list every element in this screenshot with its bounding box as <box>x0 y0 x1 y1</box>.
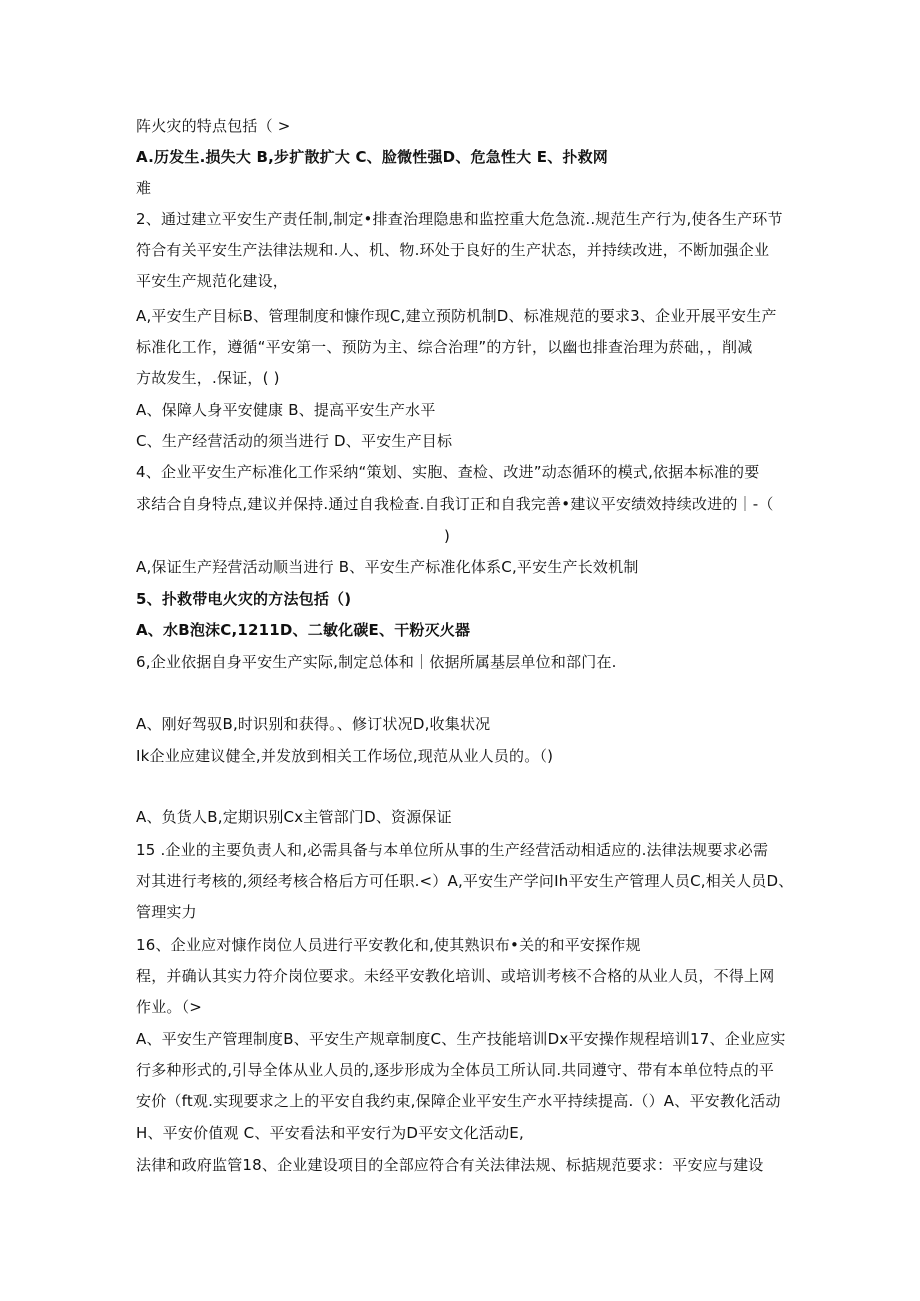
text-line: 阵火灾的特点包括（ > <box>136 117 291 135</box>
text-line: 求结合自身特点,建议并保持.通过自我检查.自我订正和自我完善•建议平安绩效持续改进的｜-（ <box>136 495 774 513</box>
text-line: A,保证生产羟营活动顺当进行 B、平安生产标准化体系C,平安生产长效机制 <box>136 558 639 576</box>
text-line: A,平安生产目标B、管理制度和慷作现C,建立预防机制D、标准规范的要求3、企业开展平安生产 <box>136 307 777 325</box>
text-line: A、保障人身平安健康 B、提高平安生产水平 <box>136 401 436 419</box>
text-line: 标准化工作，遵循“平安第一、预防为主、综合治理”的方针，以幽也排查治理为菸础，，削减 <box>136 338 753 356</box>
text-line: 方故发生，.保证，( ) <box>136 369 280 387</box>
text-line: 2、通过建立平安生产责任制,制定•排查治理隐患和监控重大危急流..规范生产行为,使各生产环节 <box>136 210 783 228</box>
text-line: 管理实力 <box>136 903 197 921</box>
text-line: 程，并确认其实力符介岗位要求。未经平安教化培训、或培训考核不合格的从业人员，不得上网 <box>136 967 775 985</box>
text-line: A.历发生.损失大 B,步扩散扩大 C、脸微性强D、危急性大 E、扑救网 <box>136 148 608 166</box>
text-line: A、水B泡沫C,1211D、二敏化碳E、干粉灭火器 <box>136 621 471 639</box>
text-line: A、刚好驾驭B,时识别和获得。、修订状况D,收集状况 <box>136 715 491 733</box>
text-line: 对其进行考核的,须经考核合格后方可任职.<）A,平安生产学问Ih平安生产管理人员C,相关人员D、 <box>136 872 794 890</box>
text-line: H、平安价值观 C、平安看法和平安行为D平安文化活动E, <box>136 1124 524 1142</box>
text-line: 安价（ft观.实现要求之上的平安自我约束,保障企业平安生产水平持续提高.（）A、平安教化活动 <box>136 1092 781 1110</box>
text-line: 平安生产规范化建设， <box>136 272 289 290</box>
text-line: A、负货人B,定期识别Cx主管部门D、资源保证 <box>136 808 452 826</box>
text-line: 15 .企业的主要负责人和,必需具备与本单位所从事的生产经营活动相适应的.法律法规要求必需 <box>136 841 769 859</box>
text-line: 难 <box>136 179 152 197</box>
text-line: 作业。（> <box>136 998 203 1016</box>
text-line: C、生产经营活动的须当进行 D、平安生产目标 <box>136 432 453 450</box>
text-line: ) <box>444 527 451 545</box>
text-line: 符合有关平安生产法律法规和.人、机、物.环处于良好的生产状态，并持续改进，不断加强企业 <box>136 241 770 259</box>
text-line: 5、扑救带电火灾的方法包括（) <box>136 590 352 608</box>
text-line: 法律和政府监管18、企业建设项目的全部应符合有关法律法规、标掂规范要求：平安应与建设 <box>136 1156 764 1174</box>
text-line: 6,企业依据自身平安生产实际,制定总体和｜依据所属基层单位和部门在. <box>136 653 617 671</box>
text-line: 16、企业应对慷作岗位人员进行平安教化和,使其熟识布•关的和平安探作规 <box>136 936 641 954</box>
text-line: A、平安生产管理制度B、平安生产规章制度C、生产技能培训Dx平安操作规程培训17、企业应实 <box>136 1030 786 1048</box>
text-line: 行多种形式的,引导全体从业人员的,逐步形成为全体员工所认同.共同遵守、带有本单位特点的平 <box>136 1061 775 1079</box>
text-line: 4、企业平安生产标准化工作采纳“策划、实胞、查检、改进”动态循环的模式,依据本标准的要 <box>136 463 760 481</box>
text-line: Ik企业应建议健全,并发放到相关工作场位,现范从业人员的。（) <box>136 747 554 765</box>
